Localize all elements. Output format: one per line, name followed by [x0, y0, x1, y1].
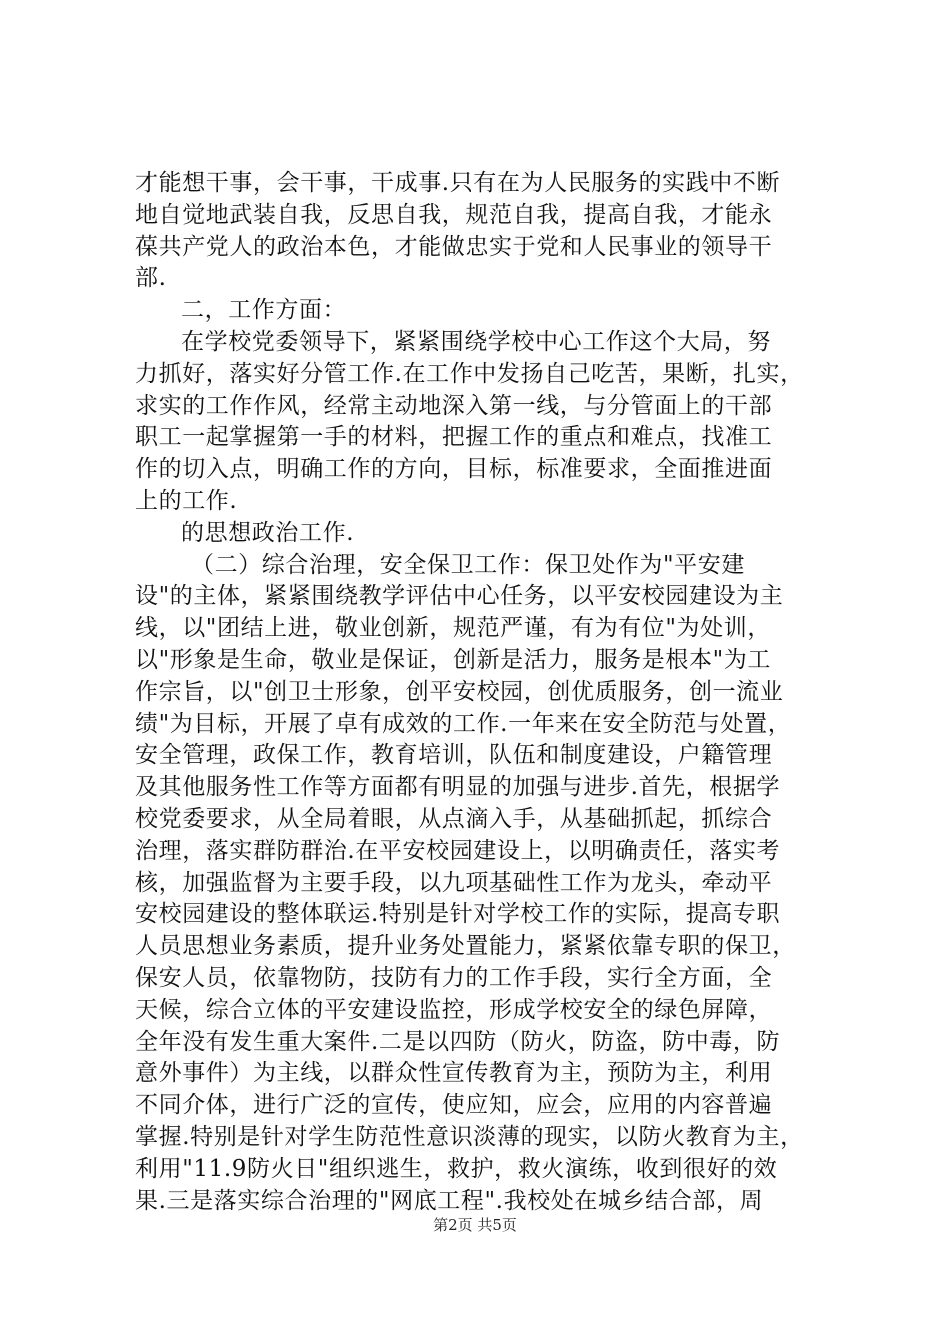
- text-line: 作宗旨，以"创卫士形象，创平安校园，创优质服务，创一流业: [135, 678, 784, 705]
- text-line: 地自觉地武装自我，反思自我，规范自我，提高自我，才能永: [135, 201, 773, 228]
- text-line: 安全管理，政保工作，教育培训，队伍和制度建设，户籍管理: [135, 742, 773, 769]
- text-line: 职工一起掌握第一手的材料，把握工作的重点和难点，找准工: [135, 424, 773, 451]
- section-heading: 二，工作方面：: [181, 297, 347, 324]
- text-line: 天候，综合立体的平安建设监控，形成学校安全的绿色屏障，: [135, 996, 773, 1023]
- text-line: 部.: [135, 265, 167, 292]
- text-line: 全年没有发生重大案件.二是以四防（防火，防盗，防中毒，防: [135, 1028, 781, 1055]
- document-body: [135, 168, 825, 1217]
- text-line: 核，加强监督为主要手段，以九项基础性工作为龙头，牵动平: [135, 869, 773, 896]
- text-line: 利用"11.9防火日"组织逃生，救护，救火演练，收到很好的效: [135, 1155, 778, 1182]
- text-line: 在学校党委领导下，紧紧围绕学校中心工作这个大局，努: [181, 328, 771, 355]
- text-line: 求实的工作作风，经常主动地深入第一线，与分管面上的干部: [135, 392, 773, 419]
- text-line: 绩"为目标，开展了卓有成效的工作.一年来在安全防范与处置，: [135, 710, 792, 737]
- subsection-line: （二）综合治理，安全保卫工作：保卫处作为"平安建: [191, 551, 745, 578]
- page-footer: [0, 1215, 950, 1235]
- text-line: 线，以"团结上进，敬业创新，规范严谨，有为有位"为处训，: [135, 615, 771, 642]
- text-line: 的思想政治工作.: [181, 519, 355, 546]
- page-number-label: 第2页 共5页: [433, 1216, 517, 1234]
- text-line: 人员思想业务素质，提升业务处置能力，紧紧依靠专职的保卫，: [135, 933, 796, 960]
- text-line: 设"的主体，紧紧围绕教学评估中心任务，以平安校园建设为主: [135, 583, 784, 610]
- text-line: 安校园建设的整体联运.特别是针对学校工作的实际，提高专职: [135, 901, 781, 928]
- text-line: 不同介体，进行广泛的宣传，使应知，应会，应用的内容普遍: [135, 1092, 773, 1119]
- text-line: 治理，落实群防群治.在平安校园建设上，以明确责任，落实考: [135, 837, 781, 864]
- text-line: 及其他服务性工作等方面都有明显的加强与进步.首先，根据学: [135, 774, 781, 801]
- text-line: 意外事件）为主线，以群众性宣传教育为主，预防为主，利用: [135, 1060, 773, 1087]
- text-line: 果.三是落实综合治理的"网底工程".我校处在城乡结合部，周: [135, 1187, 764, 1214]
- text-line: 以"形象是生命，敬业是保证，创新是活力，服务是根本"为工: [135, 646, 771, 673]
- text-line: 上的工作.: [135, 487, 238, 514]
- text-line: 葆共产党人的政治本色，才能做忠实于党和人民事业的领导干: [135, 233, 773, 260]
- text-line: 掌握.特别是针对学生防范性意识淡薄的现实，以防火教育为主，: [135, 1123, 804, 1150]
- text-line: 作的切入点，明确工作的方向，目标，标准要求，全面推进面: [135, 456, 773, 483]
- text-line: 才能想干事，会干事，干成事.只有在为人民服务的实践中不断: [135, 170, 781, 196]
- text-line: 校党委要求，从全局着眼，从点滴入手，从基础抓起，抓综合: [135, 805, 773, 832]
- text-line: 保安人员，依靠物防，技防有力的工作手段，实行全方面，全: [135, 964, 773, 991]
- text-line: 力抓好，落实好分管工作.在工作中发扬自己吃苦，果断，扎实，: [135, 360, 804, 387]
